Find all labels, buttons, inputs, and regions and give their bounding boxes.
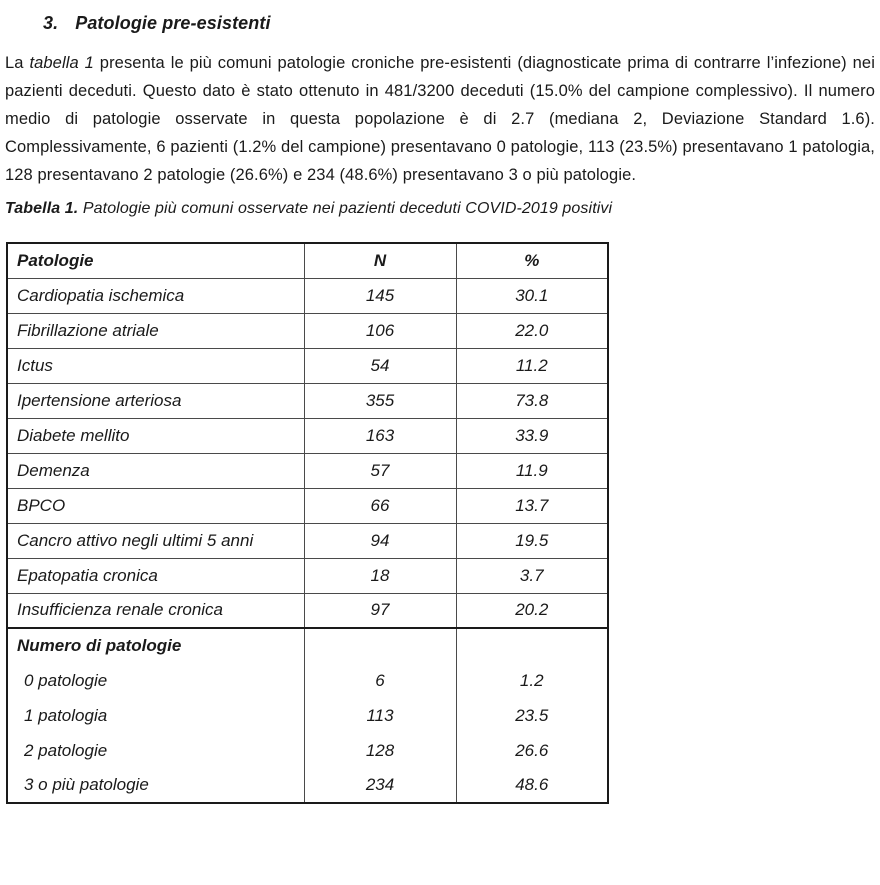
section-number: 3. — [43, 13, 59, 33]
row-n: 113 — [304, 698, 456, 733]
row-label: Ipertensione arteriosa — [7, 383, 304, 418]
row-n: 94 — [304, 523, 456, 558]
row-label: Epatopatia cronica — [7, 558, 304, 593]
table-row — [7, 558, 608, 593]
table-reference: tabella 1 — [29, 54, 94, 72]
section-row-pct-empty — [456, 628, 608, 663]
row-n: 106 — [304, 313, 456, 348]
row-pct: 3.7 — [456, 558, 608, 593]
pathology-table — [6, 242, 609, 804]
column-header-pct: % — [456, 243, 608, 278]
row-label: Cancro attivo negli ultimi 5 anni — [7, 523, 304, 558]
row-n: 128 — [304, 733, 456, 768]
row-label: Diabete mellito — [7, 418, 304, 453]
row-label: 2 patologie — [7, 733, 304, 768]
row-pct: 22.0 — [456, 313, 608, 348]
table-caption-text: Patologie più comuni osservate nei pazienti deceduti COVID-2019 positivi — [78, 200, 613, 217]
row-label: 1 patologia — [7, 698, 304, 733]
row-n: 57 — [304, 453, 456, 488]
table-section-row — [7, 628, 608, 663]
row-n: 234 — [304, 768, 456, 803]
row-pct: 26.6 — [456, 733, 608, 768]
section-heading — [5, 13, 875, 34]
row-n: 18 — [304, 558, 456, 593]
row-n: 163 — [304, 418, 456, 453]
table-row — [7, 313, 608, 348]
row-pct: 23.5 — [456, 698, 608, 733]
table-subrow — [7, 698, 608, 733]
table-row — [7, 418, 608, 453]
row-pct: 13.7 — [456, 488, 608, 523]
column-header-patologie: Patologie — [7, 243, 304, 278]
row-pct: 48.6 — [456, 768, 608, 803]
row-label: Fibrillazione atriale — [7, 313, 304, 348]
body-paragraph — [5, 49, 875, 189]
row-n: 54 — [304, 348, 456, 383]
table-row — [7, 453, 608, 488]
table-row — [7, 523, 608, 558]
table-subrow — [7, 733, 608, 768]
table-row — [7, 348, 608, 383]
row-label: 3 o più patologie — [7, 768, 304, 803]
table-subrow — [7, 663, 608, 698]
section-row-label: Numero di patologie — [7, 628, 304, 663]
table-row — [7, 488, 608, 523]
paragraph-lead: La — [5, 54, 30, 72]
row-pct: 11.2 — [456, 348, 608, 383]
table-row — [7, 278, 608, 313]
row-n: 97 — [304, 593, 456, 628]
row-pct: 30.1 — [456, 278, 608, 313]
table-row — [7, 593, 608, 628]
paragraph-body: presenta le più comuni patologie croniche pre-esistenti (diagnosticate prima di contrarre l’infezione) nei pazienti deceduti. Questo dato è stato ottenuto in 481/3200 deceduti (15.0% del campione complessivo). Il numero medio di patologie osservate in questa popolazione è di 2.7 (mediana 2, Deviazione Standard 1.6). Complessivamente, 6 pazienti (1.2% del campione) presentavano 0 patologie, 113 (23.5%) presentavano 1 patologia, 128 presentavano 2 patologie (26.6%) e 234 (48.6%) presentavano 3 o più patologie. — [5, 54, 875, 184]
section-row-n-empty — [304, 628, 456, 663]
row-label: BPCO — [7, 488, 304, 523]
column-header-n: N — [304, 243, 456, 278]
row-label: Ictus — [7, 348, 304, 383]
row-pct: 1.2 — [456, 663, 608, 698]
row-n: 145 — [304, 278, 456, 313]
row-n: 66 — [304, 488, 456, 523]
row-pct: 20.2 — [456, 593, 608, 628]
row-n: 6 — [304, 663, 456, 698]
table-subrow — [7, 768, 608, 803]
section-title: Patologie pre-esistenti — [75, 13, 271, 33]
row-label: Insufficienza renale cronica — [7, 593, 304, 628]
row-label: Demenza — [7, 453, 304, 488]
table-caption-label: Tabella 1. — [5, 200, 79, 217]
row-pct: 73.8 — [456, 383, 608, 418]
table-header-row — [7, 243, 608, 278]
row-pct: 33.9 — [456, 418, 608, 453]
row-pct: 19.5 — [456, 523, 608, 558]
row-pct: 11.9 — [456, 453, 608, 488]
table-row — [7, 383, 608, 418]
row-n: 355 — [304, 383, 456, 418]
table-caption — [5, 200, 875, 218]
row-label: Cardiopatia ischemica — [7, 278, 304, 313]
row-label: 0 patologie — [7, 663, 304, 698]
